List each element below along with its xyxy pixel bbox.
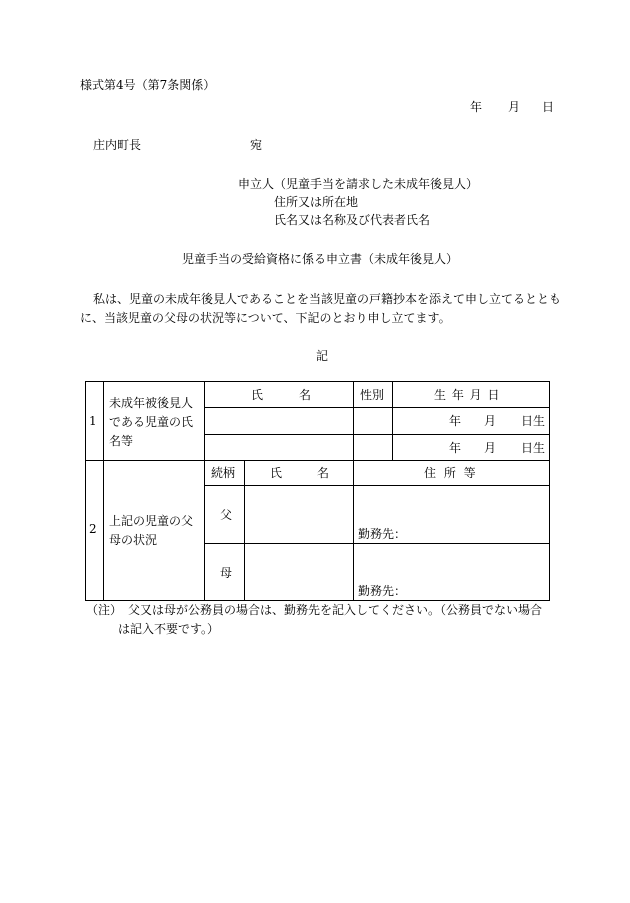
row1-header-birth: 生 年 月 日 [434, 388, 500, 402]
row2-header-address: 住 所 等 [424, 466, 476, 480]
birth-row2-day: 日生 [521, 441, 546, 455]
row1-header-sex: 性別 [360, 388, 385, 402]
birth-row2-year: 年 [449, 441, 462, 455]
applicant-address-label: 住所又は所在地 [274, 195, 359, 209]
mother-workplace-label: 勤務先： [358, 584, 407, 598]
date-day: 日 [542, 100, 555, 114]
birth-row1-day: 日生 [521, 414, 546, 428]
father-label: 父 [220, 508, 233, 522]
note-line-2: は記入不要です。） [118, 622, 220, 636]
addressee-suffix: 宛 [250, 138, 263, 152]
ki-heading: 記 [316, 349, 329, 363]
row1-label-1: 未成年被後見人 [109, 396, 194, 410]
row2-header-relation: 続柄 [211, 466, 236, 480]
date-month: 月 [508, 100, 521, 114]
document-title: 児童手当の受給資格に係る申立書（未成年後見人） [182, 252, 459, 266]
date-year: 年 [470, 100, 483, 114]
row1-number: 1 [89, 414, 97, 428]
row2-label-2: 母の状況 [109, 533, 158, 547]
row2-number: 2 [89, 522, 97, 536]
father-workplace-label: 勤務先： [358, 527, 407, 541]
row1-header-name-b: 名 [299, 388, 312, 402]
body-line-1: 私は、児童の未成年後見人であることを当該児童の戸籍抄本を添えて申し立てるととも [93, 292, 562, 306]
applicant-name-label: 氏名又は名称及び代表者氏名 [274, 213, 431, 227]
addressee-name: 庄内町長 [93, 138, 142, 152]
birth-row1-year: 年 [449, 414, 462, 428]
row1-header-name-a: 氏 [251, 388, 264, 402]
mother-label: 母 [220, 566, 233, 580]
form-number: 様式第4号（第7条関係） [80, 78, 216, 92]
birth-row1-month: 月 [484, 414, 497, 428]
row2-header-name-a: 氏 [270, 466, 283, 480]
row1-label-3: 名等 [109, 434, 134, 448]
body-line-2: に、当該児童の父母の状況等について、下記のとおり申し立てます。 [80, 311, 451, 325]
row1-label-2: である児童の氏 [109, 415, 194, 429]
row2-header-name-b: 名 [317, 466, 330, 480]
note-line-1: （注） 父又は母が公務員の場合は、勤務先を記入してください。（公務員でない場合 [86, 603, 543, 617]
birth-row2-month: 月 [484, 441, 497, 455]
row2-label-1: 上記の児童の父 [109, 514, 194, 528]
applicant-label: 申立人（児童手当を請求した未成年後見人） [238, 177, 479, 191]
